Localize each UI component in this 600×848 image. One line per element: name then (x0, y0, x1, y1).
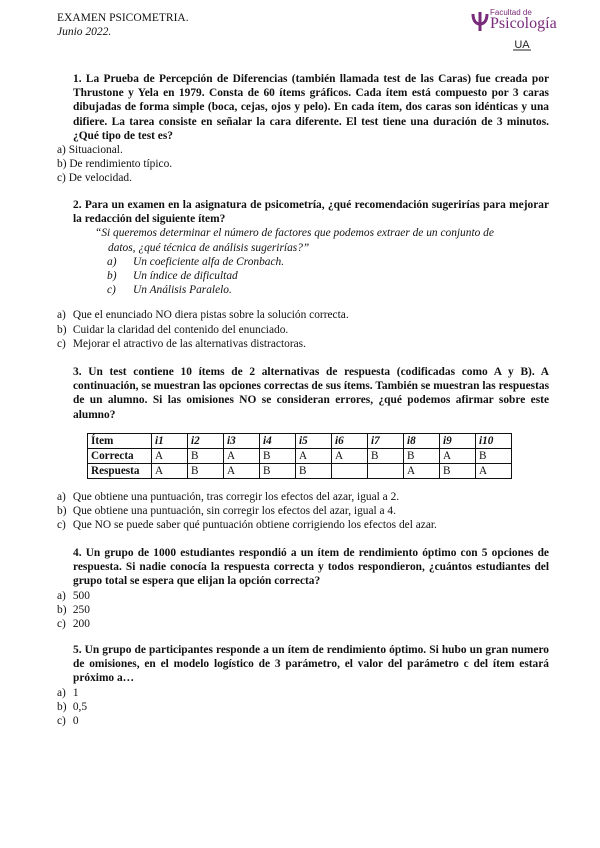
option-a[interactable]: a) Situacional. (57, 144, 123, 157)
question-text: 1. La Prueba de Percepción de Diferencias (también llamada test de las Caras) fue creada por Thrustone y Yela en 1979. Consta de 60 ítems gráficos. Cada ítem está compuesto por 3 caras dibujadas de forma simple (boca, cejas, ojos y pelo). En cada ítem, dos caras son idénticas y una difiere. La tarea consiste en señalar la cara diferente. El test tiene una duración de 3 minutos. ¿Qué tipo de test es? (73, 73, 549, 142)
table-cell: A (224, 464, 260, 479)
table-cell: A (440, 449, 476, 464)
quote-line-2: datos, ¿qué técnica de análisis sugerirías?” (108, 241, 310, 254)
table-cell: A (332, 449, 368, 464)
exam-date: Junio 2022. (57, 26, 112, 38)
option-b[interactable]: b) 0,5 (57, 700, 88, 713)
table-cell: Correcta (88, 449, 152, 464)
table-cell: i2 (188, 434, 224, 449)
table-cell: A (152, 449, 188, 464)
table-cell (332, 464, 368, 479)
table-cell: A (152, 464, 188, 479)
table-cell: i1 (152, 434, 188, 449)
answer-options (57, 490, 549, 533)
option-b[interactable]: b) Que obtiene una puntuación, sin corregir los efectos del azar, igual a 4. (57, 505, 396, 518)
table-cell: i3 (224, 434, 260, 449)
quoted-option-b: b) Un índice de dificultad (107, 270, 238, 283)
table-cell: i5 (296, 434, 332, 449)
logo-subtitle: Facultad de (490, 8, 532, 17)
option-a[interactable]: a) 1 (57, 686, 79, 699)
exam-title: EXAMEN PSICOMETRIA. (57, 12, 189, 24)
question-4 (57, 546, 549, 631)
psi-logo-icon (470, 10, 490, 32)
option-b[interactable]: b) De rendimiento típico. (57, 158, 173, 171)
option-a[interactable]: a) 500 (57, 589, 90, 602)
quoted-option-c: c) Un Análisis Paralelo. (107, 284, 232, 297)
question-5 (57, 643, 549, 728)
table-cell: B (476, 449, 512, 464)
table-cell: B (296, 464, 332, 479)
option-a[interactable]: a) Que el enunciado NO diera pistas sobre la solución correcta. (57, 309, 349, 322)
option-c[interactable]: c) Mejorar el atractivo de las alternativas distractoras. (57, 337, 306, 350)
table-cell: B (260, 449, 296, 464)
option-a[interactable]: a) Que obtiene una puntuación, tras corregir los efectos del azar, igual a 2. (57, 491, 400, 503)
answer-options (57, 143, 549, 186)
table-cell: i7 (368, 434, 404, 449)
quoted-item-options (107, 255, 549, 298)
answer-options (57, 308, 549, 351)
item-quote (95, 226, 549, 254)
table-cell: i9 (440, 434, 476, 449)
question-text: 3. Un test contiene 10 ítems de 2 alternativas de respuesta (codificadas como A y B). A continuación, se muestran las opciones correctas de sus ítems. También se muestran las respuestas de un alumno. Si las omisiones NO se consideran errores, ¿qué podemos afirmar sobre este alumno? (73, 366, 549, 421)
table-row-correcta (88, 449, 512, 464)
answer-options (57, 589, 549, 632)
table-cell: B (188, 449, 224, 464)
table-cell: Respuesta (88, 464, 152, 479)
table-cell: i10 (476, 434, 512, 449)
question-2 (57, 198, 549, 351)
table-row-respuesta (88, 464, 512, 479)
question-3 (57, 365, 549, 422)
option-c[interactable]: c) Que NO se puede saber qué puntuación obtiene corrigiendo los efectos del azar. (57, 519, 437, 532)
option-c[interactable]: c) De velocidad. (57, 172, 132, 185)
question-3-options (57, 490, 549, 533)
table-cell: i8 (404, 434, 440, 449)
option-b[interactable]: b) Cuidar la claridad del contenido del enunciado. (57, 323, 289, 336)
ua-logo-text: UA (514, 39, 530, 51)
table-cell: i4 (260, 434, 296, 449)
question-text: 2. Para un examen en la asignatura de psicometría, ¿qué recomendación sugerirías para mejorar la redacción del siguiente ítem? (73, 199, 549, 226)
table-cell: B (188, 464, 224, 479)
table-cell: B (404, 449, 440, 464)
question-1 (57, 72, 549, 186)
table-header-row (88, 434, 512, 449)
faculty-logo (452, 8, 570, 52)
question-text: 4. Un grupo de 1000 estudiantes respondió a un ítem de rendimiento óptimo con 5 opciones de respuesta. Si nadie conocía la respuesta correcta y todos respondieron, ¿cuántos estudiantes del grupo total se espera que elijan la opción correcta? (73, 547, 549, 588)
answer-options (57, 686, 549, 729)
table-cell: i6 (332, 434, 368, 449)
items-table (87, 433, 512, 479)
table-cell: B (368, 449, 404, 464)
table-cell: A (224, 449, 260, 464)
option-c[interactable]: c) 0 (57, 715, 79, 728)
logo-title: Psicología (490, 15, 557, 32)
question-text: 5. Un grupo de participantes responde a un ítem de rendimiento óptimo. Si hubo un gran numero de omisiones, en el modelo logístico de 3 parámetro, el valor del parámetro c del ítem estará próximo a… (73, 644, 549, 685)
table-cell (368, 464, 404, 479)
table-cell: A (404, 464, 440, 479)
option-b[interactable]: b) 250 (57, 603, 90, 616)
ua-logo-icon (512, 37, 532, 51)
quote-line-1: “Si queremos determinar el número de factores que podemos extraer de un conjunto de (95, 227, 494, 240)
option-c[interactable]: c) 200 (57, 618, 90, 631)
exam-header (57, 11, 189, 39)
table-cell: B (260, 464, 296, 479)
quoted-option-a: a) Un coeficiente alfa de Cronbach. (107, 255, 285, 268)
table-cell: B (440, 464, 476, 479)
table-cell: A (296, 449, 332, 464)
table-cell: Ítem (88, 434, 152, 449)
table-cell: A (476, 464, 512, 479)
